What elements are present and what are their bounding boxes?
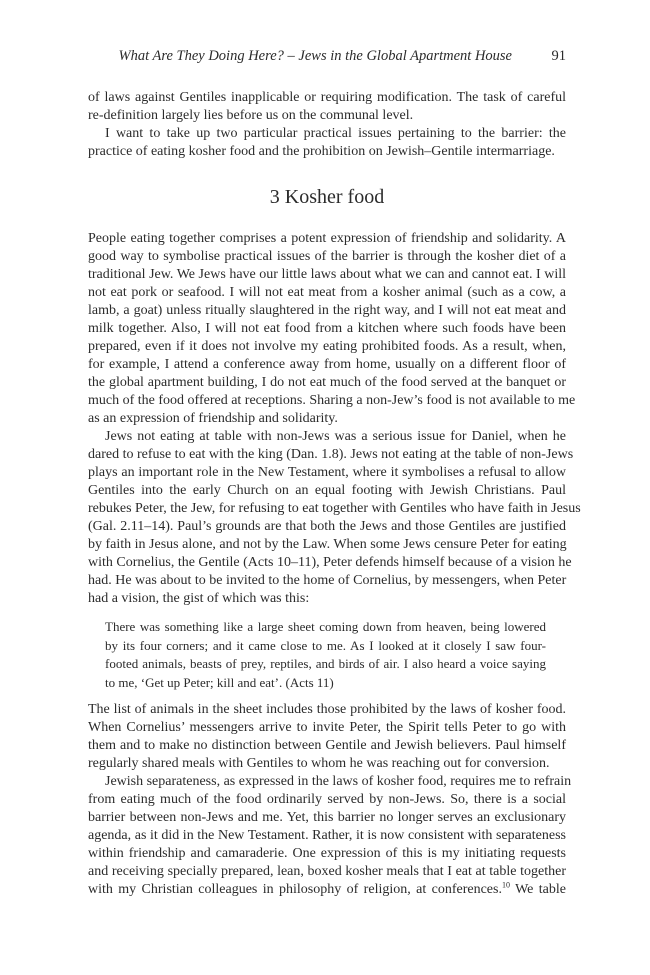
text-run: We table [509,882,566,898]
text-line: good way to symbolise practical issues of the barrier is through the kosher diet of a [88,249,566,264]
text-line: with Cornelius, the Gentile (Acts 10–11), Peter defends himself because of a vision he [88,555,572,570]
text-run: with my Christian colleagues in philosophy of religion, at conferences. [88,882,502,898]
paragraph-3 [88,701,566,773]
text-line: them and to make no distinction between Gentile and Jewish believers. Paul himself [88,738,566,754]
text-line: and receiving specially prepared, lean, boxed kosher meals that I eat at table together [88,864,566,880]
text-line: regularly shared meals with Gentiles to whom he was reaching out for conversion. [88,756,550,772]
text-line: the global apartment building, I do not eat much of the food served at the banquet or [88,375,566,390]
text-line: People eating together comprises a potent expression of friendship and solidarity. A [88,231,566,246]
text-line: milk together. Also, I will not eat food from a kitchen where such foods have been [88,321,566,336]
text-line: agenda, as it did in the New Testament. Rather, it is now consistent with separateness [88,828,566,844]
text-line: had a vision, the gist of which was this: [88,591,310,606]
text-line: barrier between non-Jews and me. Yet, this barrier no longer serves an exclusionary [88,810,566,826]
paragraph-1 [88,230,576,428]
text-line: When Cornelius’ messengers arrive to invite Peter, the Spirit tells Peter to go with [88,720,566,736]
block-quote [105,618,546,692]
page-number: 91 [551,48,566,64]
text-line: Jewish separateness, as expressed in the laws of kosher food, requires me to refrain [105,774,572,790]
text-line: as an expression of friendship and solidarity. [88,411,338,426]
text-line: re-definition largely lies before us on the communal level. [88,108,414,123]
text-line: The list of animals in the sheet includes those prohibited by the laws of kosher food. [88,702,566,718]
text-line: had. He was about to be invited to the home of Cornelius, by messengers, when Peter [88,573,567,588]
quote-line: There was something like a large sheet coming down from heaven, being lowered [105,619,546,634]
text-line: prepared, even if it does not involve my eating prohibited foods. As a result, when, [88,339,566,354]
paragraph-intro-2 [88,125,566,161]
running-title: What Are They Doing Here? – Jews in the Global Apartment House [118,48,512,64]
main-text [88,89,581,899]
text-line: I want to take up two particular practical issues pertaining to the barrier: the [105,126,566,141]
quote-line: footed animals, beasts of prey, reptiles, and birds of air. I also heard a voice saying [105,656,546,672]
text-line: plays an important role in the New Testament, where it symbolises a refusal to allow [88,465,566,480]
paragraph-4 [88,773,572,899]
text-line: by faith in Jesus alone, and not by the Law. When some Jews censure Peter for eating [88,537,567,552]
paragraph-2 [88,428,581,608]
text-line: traditional Jew. We Jews have our little laws about what we can and cannot eat. I will [88,267,566,282]
quote-line: to me, ‘Get up Peter; kill and eat’. (Acts 11) [105,674,334,690]
text-line: lamb, a goat) unless ritually slaughtered in the right way, and I will not eat meat and [88,303,566,318]
text-line: for example, I attend a conference away from home, usually on a different floor of [88,357,566,372]
text-line: dared to refuse to eat with the king (Dan. 1.8). Jews not eating at the table of non-Jews [88,447,574,462]
text-line: within friendship and camaraderie. One expression of this is my initiating requests [88,846,566,862]
text-line: from eating much of the food ordinarily served by non-Jews. So, there is a social [88,792,566,808]
section-heading: 3 Kosher food [269,186,385,208]
footnote-marker[interactable]: 10 [501,880,510,890]
paragraph-intro-1 [88,89,566,125]
text-line [88,881,566,899]
text-line: of laws against Gentiles inapplicable or requiring modification. The task of careful [88,90,566,105]
text-line: Gentiles into the early Church on an equal footing with Jewish Christians. Paul [88,483,566,498]
text-line: not eat pork or seafood. I will not eat meat from a kosher animal (such as a cow, a [88,285,566,300]
text-line: practice of eating kosher food and the prohibition on Jewish–Gentile intermarriage. [88,144,555,159]
text-line: (Gal. 2.11–14). Paul’s grounds are that both the Jews and those Gentiles are justified [88,519,566,534]
text-line: rebukes Peter, the Jew, for refusing to eat together with Gentiles who have faith in Jesus [88,501,581,516]
text-line: Jews not eating at table with non-Jews was a serious issue for Daniel, when he [105,429,566,444]
text-line: much of the food offered at receptions. Sharing a non-Jew’s food is not available to me [88,393,576,408]
quote-line: by its four corners; and it came close to me. As I looked at it closely I saw four- [105,637,546,653]
